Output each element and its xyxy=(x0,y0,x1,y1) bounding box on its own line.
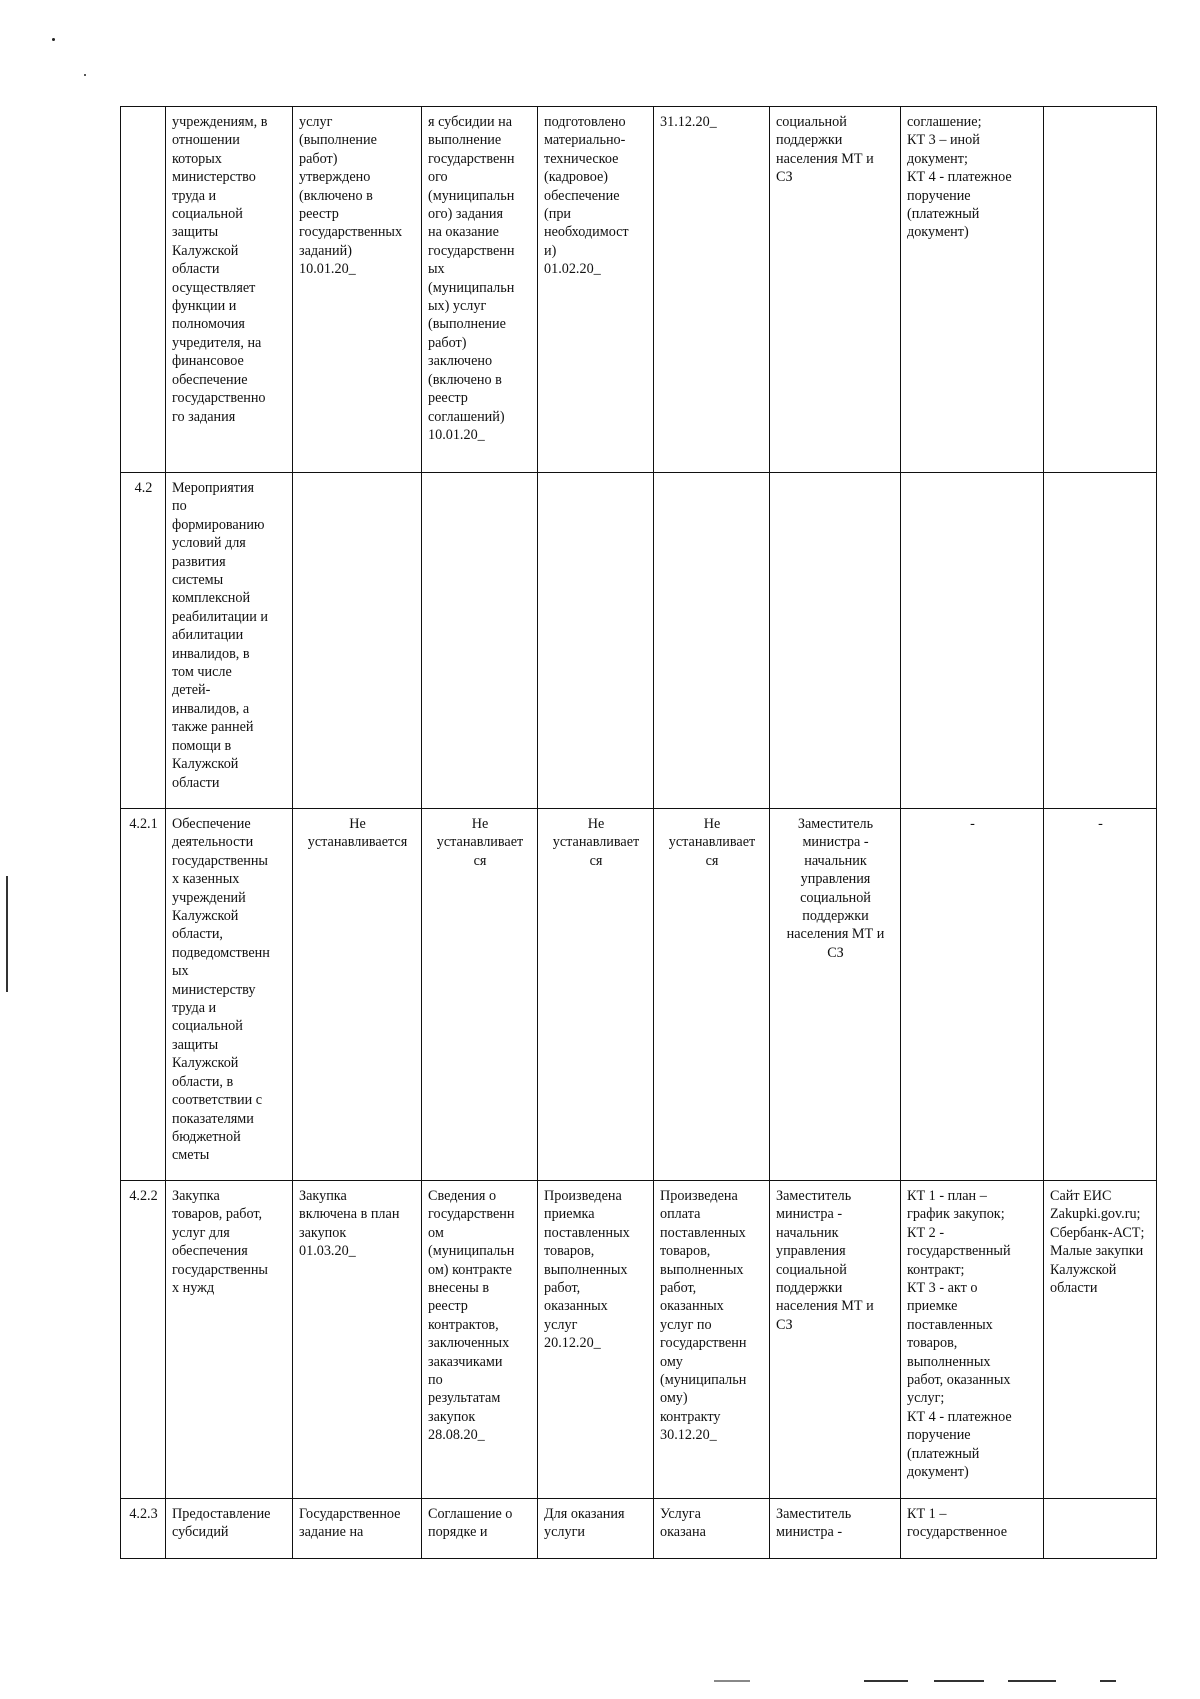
milestone-cell: Государственное задание на xyxy=(293,1499,422,1559)
milestone-cell: Произведена приемка поставленных товаров, выполненных работ, оказанных услуг 20.12.20_ xyxy=(538,1181,654,1499)
document-type-cell: КТ 1 - план – график закупок; КТ 2 - государственный контракт; КТ 3 - акт о приемке поставленных товаров, выполненных работ, оказанных услуг; КТ 4 - платежное поручение (платежный документ) xyxy=(901,1181,1044,1499)
activity-name: Предоставление субсидий xyxy=(166,1499,293,1559)
responsible-cell: Заместитель министра - xyxy=(770,1499,901,1559)
activities-table xyxy=(120,106,1157,1559)
milestone-cell: Не устанавливает ся xyxy=(538,809,654,1181)
activity-name: Обеспечение деятельности государственны х казенных учреждений Калужской области, подведомственн ых министерству труда и социальной защиты Калужской области, в соответствии с показателями бюджетной сметы xyxy=(166,809,293,1181)
milestone-cell: я субсидии на выполнение государственн ого (муниципальн ого) задания на оказание государственн ых (муниципальн ых) услуг (выполнение работ) заключено (включено в реестр соглашений) 10.01.20_ xyxy=(422,107,538,473)
milestone-cell: Сведения о государственн ом (муниципальн ом) контракте внесены в реестр контрактов, заключенных заказчиками по результатам закупок 28.08.20_ xyxy=(422,1181,538,1499)
row-number: 4.2.1 xyxy=(121,809,166,1181)
row-number: 4.2.3 xyxy=(121,1499,166,1559)
document-type-cell: соглашение; КТ 3 – иной документ; КТ 4 - платежное поручение (платежный документ) xyxy=(901,107,1044,473)
table-row xyxy=(121,809,1157,1181)
milestone-cell: Не устанавливает ся xyxy=(654,809,770,1181)
row-number: 4.2 xyxy=(121,473,166,809)
milestone-cell: услуг (выполнение работ) утверждено (включено в реестр государственных заданий) 10.01.20_ xyxy=(293,107,422,473)
responsible-cell: социальной поддержки населения МТ и СЗ xyxy=(770,107,901,473)
activity-name: Закупка товаров, работ, услуг для обеспечения государственны х нужд xyxy=(166,1181,293,1499)
table-row xyxy=(121,107,1157,473)
responsible-cell: Заместитель министра - начальник управления социальной поддержки населения МТ и СЗ xyxy=(770,1181,901,1499)
document-type-cell: - xyxy=(901,809,1044,1181)
milestone-cell xyxy=(654,473,770,809)
scan-speck xyxy=(84,74,86,76)
info-system-cell: - xyxy=(1044,809,1157,1181)
milestone-cell: Услуга оказана xyxy=(654,1499,770,1559)
info-system-cell xyxy=(1044,107,1157,473)
scan-edge-mark xyxy=(934,1680,984,1682)
milestone-cell: Для оказания услуги xyxy=(538,1499,654,1559)
document-type-cell xyxy=(901,473,1044,809)
info-system-cell xyxy=(1044,1499,1157,1559)
milestone-cell xyxy=(293,473,422,809)
table-row xyxy=(121,1499,1157,1559)
table-row xyxy=(121,473,1157,809)
responsible-cell: Заместитель министра - начальник управления социальной поддержки населения МТ и СЗ xyxy=(770,809,901,1181)
milestone-cell: 31.12.20_ xyxy=(654,107,770,473)
activity-name: Мероприятия по формированию условий для развития системы комплексной реабилитации и абилитации инвалидов, в том числе детей- инвалидов, а также ранней помощи в Калужской области xyxy=(166,473,293,809)
milestone-cell: Не устанавливает ся xyxy=(422,809,538,1181)
scan-edge-mark xyxy=(864,1680,908,1682)
scan-edge-mark xyxy=(714,1680,750,1682)
document-type-cell: КТ 1 – государственное xyxy=(901,1499,1044,1559)
row-number: 4.2.2 xyxy=(121,1181,166,1499)
row-number xyxy=(121,107,166,473)
milestone-cell: Закупка включена в план закупок 01.03.20_ xyxy=(293,1181,422,1499)
milestone-cell xyxy=(538,473,654,809)
scan-speck xyxy=(52,38,55,41)
scan-edge-mark xyxy=(1008,1680,1056,1682)
milestone-cell xyxy=(422,473,538,809)
milestone-cell: подготовлено материально- техническое (кадровое) обеспечение (при необходимост и) 01.02.20_ xyxy=(538,107,654,473)
milestone-cell: Не устанавливается xyxy=(293,809,422,1181)
milestone-cell: Соглашение о порядке и xyxy=(422,1499,538,1559)
scan-edge-mark xyxy=(6,876,8,992)
info-system-cell: Сайт ЕИС Zakupki.gov.ru; Сбербанк-АСТ; Малые закупки Калужской области xyxy=(1044,1181,1157,1499)
activity-name: учреждениям, в отношении которых министерство труда и социальной защиты Калужской области осуществляет функции и полномочия учредителя, на финансовое обеспечение государственно го задания xyxy=(166,107,293,473)
table-row xyxy=(121,1181,1157,1499)
scan-edge-mark xyxy=(1100,1680,1116,1682)
responsible-cell xyxy=(770,473,901,809)
milestone-cell: Произведена оплата поставленных товаров, выполненных работ, оказанных услуг по государственн ому (муниципальн ому) контракту 30.12.20_ xyxy=(654,1181,770,1499)
info-system-cell xyxy=(1044,473,1157,809)
